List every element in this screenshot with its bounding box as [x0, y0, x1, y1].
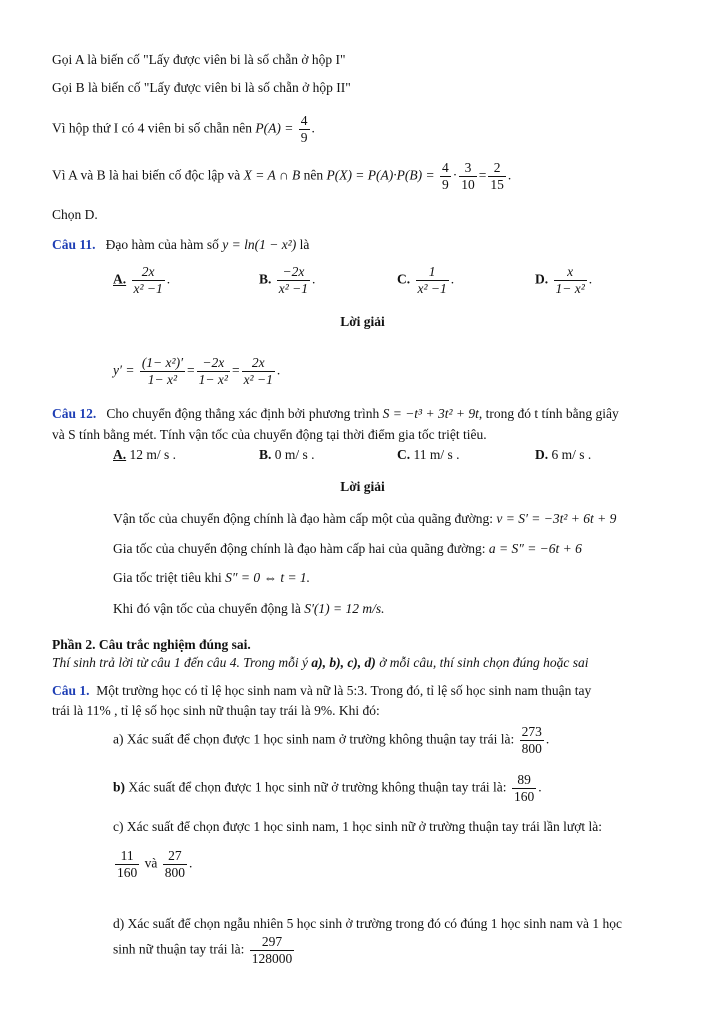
part-2-title: Phần 2. Câu trắc nghiệm đúng sai. — [52, 637, 251, 652]
question-12-line2: và S tính bằng mét. Tính vận tốc của chuyển động tại thời điểm gia tốc triệt tiêu. — [52, 427, 487, 442]
q12-option-a: A. 12 m/ s . — [113, 447, 177, 462]
independence-line: Vì A và B là hai biến cố độc lập và X = A ∩ B nên P(X) = P(A)·P(B) = $\frac{4}{9}$ · $\frac{3}{10}$ = $\frac{2}{15}$ . — [52, 160, 512, 192]
probability-a-text: Vì hộp thứ I có 4 viên bi số chẵn nên — [52, 120, 253, 136]
q12-option-d: D. 6 m/ s . — [535, 447, 592, 462]
c1-item-d-line2: sinh nữ thuận tay trái là: $\frac{297}{128000}$ — [113, 934, 293, 966]
question-11-label: Câu 11. — [52, 237, 96, 252]
probability-a-line: Vì hộp thứ I có 4 viên bi số chẵn nên P(A) = $\frac{4}{9}$ . — [52, 113, 315, 145]
q12-step-1: Vận tốc của chuyển động chính là đạo hàm cấp một của quãng đường: v = S′ = −3t² + 6t + 9 — [113, 511, 617, 526]
fraction-4-9: $\frac{4}{9}$ — [442, 160, 449, 192]
probability-a-lhs: P(A) = — [255, 120, 294, 136]
q12-option-c: C. 11 m/ s . — [397, 447, 460, 462]
q11-solution-title: Lời giải — [340, 314, 385, 329]
fraction-3-10: $\frac{3}{10}$ — [461, 160, 475, 192]
c1-item-a: a) Xác suất để chọn được 1 học sinh nam ở trường không thuận tay trái là: $\frac{273}{800}$ . — [113, 724, 550, 756]
question-12: Câu 12. Cho chuyển động thẳng xác định bởi phương trình S = −t³ + 3t² + 9t, trong đó t tính bằng giây — [52, 406, 619, 421]
q11-option-c: C. $\frac{1}{\text{x² −1}}$ . — [397, 264, 455, 296]
question-11: Câu 11. Đạo hàm của hàm số y = ln(1 − x²) là — [52, 237, 310, 252]
q11-option-d: D. $\frac{x}{\text{1− x²}}$ . — [535, 264, 593, 296]
q12-step-3: Gia tốc triệt tiêu khi S″ = 0 ⇔ t = 1. — [113, 570, 311, 585]
q12-solution-title: Lời giải — [340, 479, 385, 494]
probability-a-fraction: $\frac{4}{9}$ — [300, 113, 308, 145]
c1-line-1: Câu 1. Một trường học có tỉ lệ học sinh nam và nữ là 5:3. Trong đó, tỉ lệ số học sinh nam thuận tay — [52, 683, 592, 698]
q11-solution: y′ = $\frac{\text{(1− x²)′}}{\text{1− x²}}$ = $\frac{-2x}{\text{1− x²}}$ = $\frac{2x}{\text{x² −1}}$ . — [113, 355, 281, 387]
fraction-2-15: $\frac{2}{15}$ — [490, 160, 504, 192]
q11-option-b: B. $\frac{-2x}{\text{x² −1}}$ . — [259, 264, 316, 296]
answer-choice: Chọn D. — [52, 207, 98, 222]
c1-item-b: b) Xác suất để chọn được 1 học sinh nữ ở trường không thuận tay trái là: $\frac{89}{160}$ . — [113, 772, 542, 804]
c1-item-c: c) Xác suất để chọn được 1 học sinh nam, 1 học sinh nữ ở trường thuận tay trái lần lượt là: — [113, 819, 602, 834]
q11-option-a: A. $\frac{2x}{\text{x² −1}}$ . — [113, 264, 171, 296]
event-b-definition: Gọi B là biến cố "Lấy được viên bi là số chẵn ở hộp II" — [52, 80, 351, 95]
part-2-instructions: Thí sinh trả lời từ câu 1 đến câu 4. Trong mỗi ý a), b), c), d) ở mỗi câu, thí sinh chọn đúng hoặc sai — [52, 655, 589, 670]
q12-step-4: Khi đó vận tốc của chuyển động là S′(1) = 12 m/s. — [113, 601, 385, 616]
c1-item-c-values: $\frac{11}{160}$ và $\frac{27}{800}$ . — [117, 848, 193, 880]
c1-line-2: trái là 11% , tỉ lệ số học sinh nữ thuận tay trái là 9%. Khi đó: — [52, 703, 380, 718]
question-12-label: Câu 12. — [52, 406, 97, 421]
c1-item-d-line1: d) Xác suất để chọn ngẫu nhiên 5 học sinh ở trường trong đó có đúng 1 học sinh nam và 1 học — [113, 916, 622, 931]
event-a-definition: Gọi A là biến cố "Lấy được viên bi là số chẵn ở hộp I" — [52, 52, 346, 67]
q12-option-b: B. 0 m/ s . — [259, 447, 315, 462]
q12-step-2: Gia tốc của chuyển động chính là đạo hàm cấp hai của quãng đường: a = S″ = −6t + 6 — [113, 541, 582, 556]
